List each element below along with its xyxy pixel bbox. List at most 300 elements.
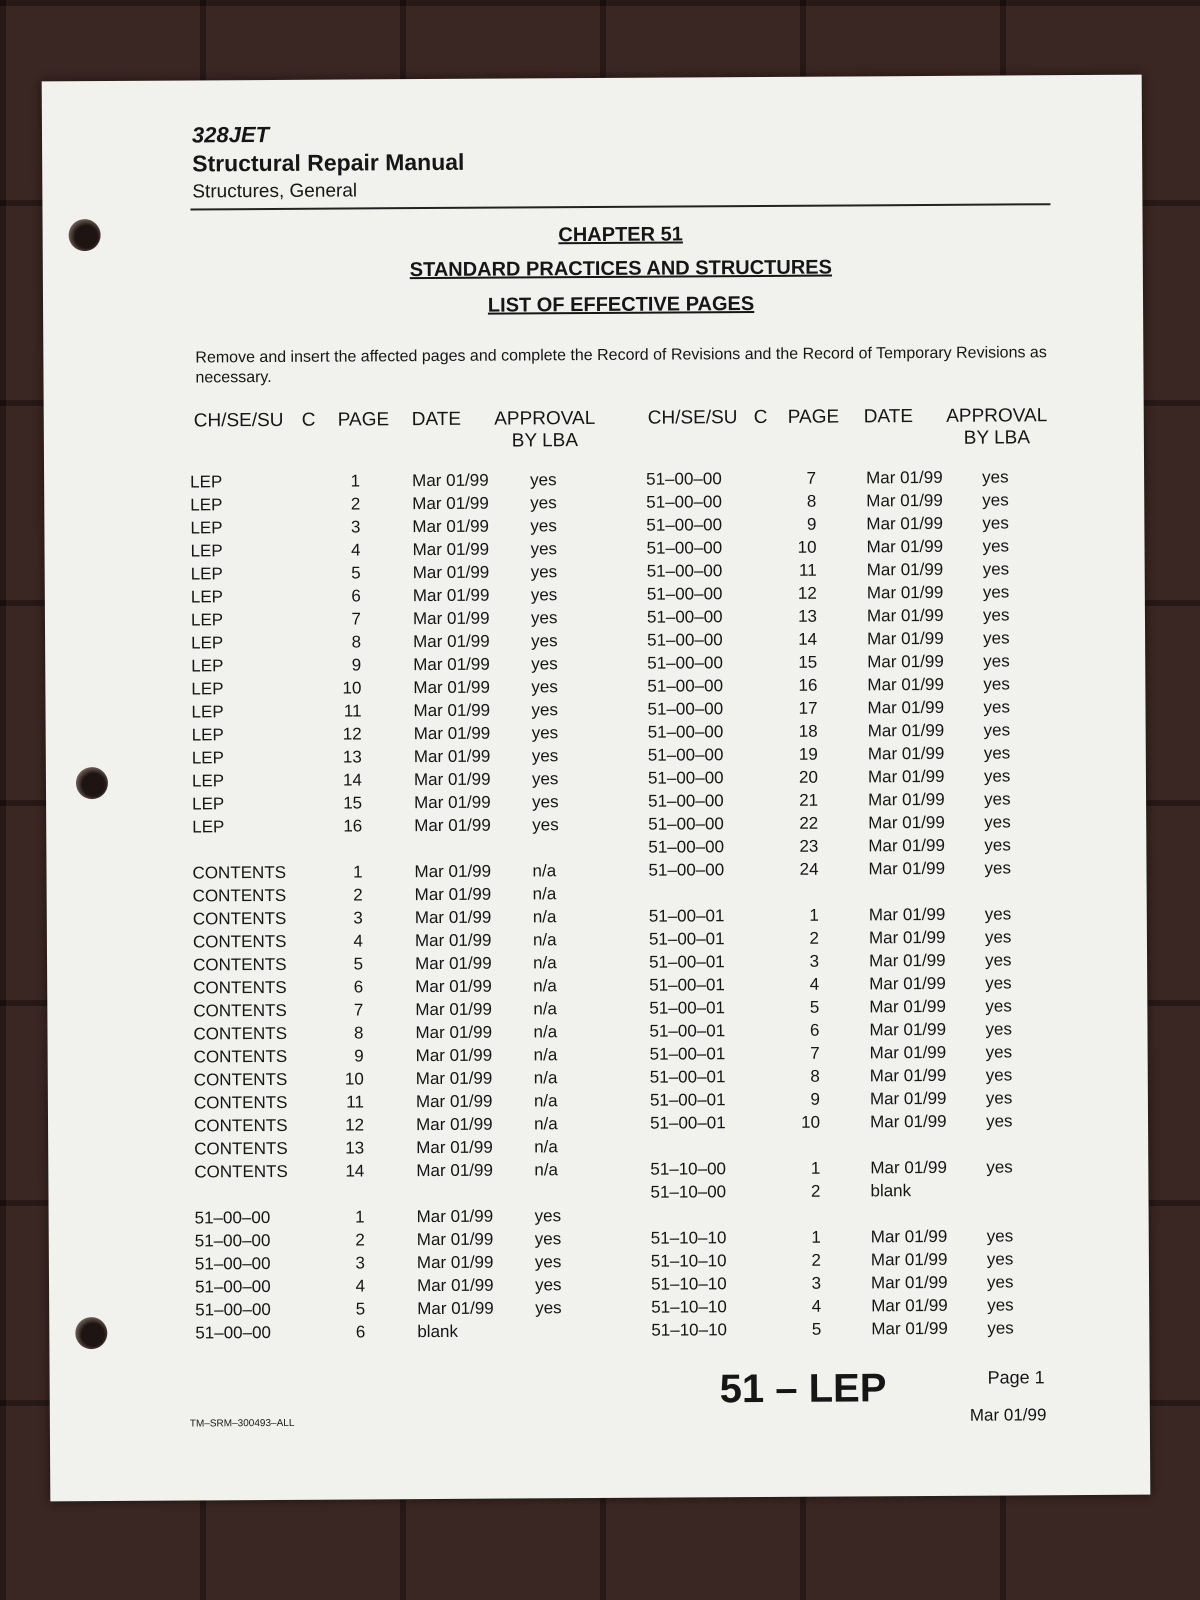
page-cell: 1: [809, 905, 819, 925]
approval-cell: yes: [983, 766, 1011, 786]
table-row: [651, 1293, 1071, 1319]
approval-cell: yes: [982, 605, 1010, 625]
date-cell: Mar 01/99: [869, 1042, 947, 1063]
section-cell: LEP: [190, 610, 224, 630]
table-row: [191, 675, 611, 701]
table-row: [192, 744, 612, 770]
date-cell: Mar 01/99: [867, 697, 945, 718]
date-cell: Mar 01/99: [415, 1091, 493, 1112]
table-row: [648, 718, 1068, 744]
table-row: [194, 1043, 614, 1069]
approval-cell: yes: [984, 835, 1011, 855]
page-cell: 4: [811, 1296, 822, 1316]
page-cell: 4: [353, 931, 363, 951]
date-cell: Mar 01/99: [416, 1275, 494, 1296]
section-cell: CONTENTS: [194, 1161, 288, 1182]
page-cell: 11: [798, 560, 817, 580]
section-cell: CONTENTS: [192, 931, 287, 952]
section-cell: 51–00–00: [646, 492, 722, 512]
page-cell: 2: [811, 1250, 821, 1270]
table-row: [646, 465, 1066, 491]
page-cell: 16: [798, 675, 818, 695]
approval-cell: yes: [530, 562, 558, 582]
table-row: [648, 764, 1068, 790]
approval-cell: yes: [530, 608, 558, 628]
approval-cell: yes: [984, 812, 1011, 832]
page-cell: 2: [350, 494, 361, 514]
table-row: [650, 1063, 1070, 1089]
table-row: [195, 1227, 615, 1253]
table-row: [191, 606, 611, 632]
table-row: [646, 534, 1066, 560]
approval-cell: n/a: [533, 999, 558, 1019]
approval-cell: yes: [985, 996, 1012, 1016]
table-row: [192, 859, 612, 885]
col-header-ch: CH/SE/SU: [193, 409, 284, 432]
document-code: TM–SRM–300493–ALL: [189, 1417, 295, 1430]
table-row: [190, 514, 610, 540]
page-cell: 7: [351, 609, 362, 629]
section-cell: LEP: [191, 633, 224, 653]
section-cell: 51–00–00: [646, 515, 723, 535]
approval-cell: yes: [530, 539, 558, 559]
page-cell: 12: [342, 724, 362, 744]
table-row: [194, 1158, 614, 1184]
date-cell: Mar 01/99: [868, 835, 945, 856]
approval-cell: yes: [985, 1019, 1013, 1039]
section-cell: 51–10–10: [650, 1228, 727, 1248]
date-cell: Mar 01/99: [870, 1157, 947, 1178]
table-row: [193, 1020, 613, 1046]
approval-cell: yes: [982, 559, 1010, 579]
table-row: [647, 672, 1067, 698]
table-row: [195, 1204, 615, 1230]
date-cell: Mar 01/99: [869, 996, 946, 1017]
table-row: [191, 698, 611, 724]
section-cell: 51–00–00: [646, 538, 723, 558]
section-cell: 51–10–00: [650, 1182, 727, 1202]
table-row: [194, 1066, 614, 1092]
page-cell: 2: [353, 885, 363, 905]
date-cell: Mar 01/99: [414, 884, 492, 905]
table-row: [193, 974, 613, 1000]
page-cell: 22: [799, 813, 819, 833]
date-cell: Mar 01/99: [869, 950, 946, 971]
date-cell: Mar 01/99: [866, 513, 943, 534]
date-cell: Mar 01/99: [868, 904, 946, 925]
page-cell: 8: [806, 491, 817, 511]
table-row: [647, 557, 1067, 583]
table-row: [649, 1017, 1069, 1043]
page-cell: 3: [355, 1253, 365, 1273]
section-cell: 51–00–00: [647, 676, 724, 696]
approval-cell: n/a: [533, 1022, 558, 1042]
section-cell: 51–00–01: [649, 1021, 726, 1041]
date-cell: Mar 01/99: [870, 1249, 948, 1270]
page-cell: 5: [811, 1319, 822, 1339]
date-cell: Mar 01/99: [867, 628, 944, 649]
date-cell: Mar 01/99: [416, 1206, 494, 1227]
table-row: [649, 925, 1069, 951]
section-cell: 51–00–01: [649, 1067, 726, 1087]
page-cell: 4: [809, 974, 820, 994]
section-cell: 51–00–00: [647, 745, 724, 765]
table-row: [647, 580, 1067, 606]
table-row: [651, 1316, 1071, 1342]
approval-cell: yes: [985, 1111, 1013, 1131]
approval-cell: yes: [986, 1249, 1014, 1269]
date-cell: blank: [417, 1321, 459, 1342]
section-cell: 51–10–10: [650, 1251, 727, 1271]
section-cell: CONTENTS: [194, 1138, 288, 1159]
date-cell: Mar 01/99: [416, 1252, 494, 1273]
approval-cell: yes: [983, 720, 1011, 740]
date-cell: Mar 01/99: [415, 953, 492, 974]
page-cell: 2: [355, 1230, 365, 1250]
section-cell: 51–00–01: [649, 1113, 726, 1133]
section-cell: 51–00–01: [648, 929, 725, 949]
page-cell: 1: [355, 1207, 365, 1227]
page-cell: 1: [352, 862, 363, 882]
section-cell: LEP: [191, 725, 224, 745]
page-cell: 3: [809, 951, 820, 971]
date-cell: Mar 01/99: [870, 1226, 948, 1247]
section-cell: CONTENTS: [193, 1000, 287, 1021]
approval-cell: yes: [535, 1298, 562, 1318]
revision-date: Mar 01/99: [969, 1405, 1047, 1425]
page-cell: 5: [355, 1299, 366, 1319]
table-row: [650, 1086, 1070, 1112]
approval-cell: n/a: [533, 976, 557, 996]
table-row: [195, 1319, 615, 1345]
date-cell: Mar 01/99: [871, 1318, 948, 1339]
page-cell: 10: [801, 1112, 821, 1132]
date-cell: Mar 01/99: [416, 1137, 493, 1158]
approval-cell: yes: [984, 858, 1012, 878]
page-cell: 10: [344, 1069, 364, 1089]
approval-cell: yes: [530, 470, 557, 490]
table-row: [190, 537, 610, 563]
section-cell: CONTENTS: [193, 1069, 288, 1090]
section-cell: LEP: [192, 794, 225, 814]
approval-cell: yes: [987, 1295, 1014, 1315]
approval-cell: yes: [983, 651, 1010, 671]
manual-title: Structural Repair Manual: [192, 148, 465, 177]
page-cell: 5: [351, 563, 361, 583]
table-row: [191, 652, 611, 678]
date-cell: Mar 01/99: [871, 1295, 948, 1316]
section-cell: 51–00–00: [194, 1230, 271, 1251]
approval-cell: yes: [531, 677, 558, 697]
section-cell: CONTENTS: [193, 1092, 288, 1113]
date-cell: Mar 01/99: [869, 1111, 947, 1132]
section-cell: LEP: [190, 564, 223, 584]
section-cell: 51–00–00: [647, 722, 724, 742]
approval-cell: n/a: [533, 1068, 558, 1088]
section-cell: CONTENTS: [192, 908, 287, 929]
page-cell: 18: [798, 721, 818, 741]
date-cell: Mar 01/99: [867, 651, 944, 672]
date-cell: Mar 01/99: [417, 1298, 494, 1319]
page-cell: 11: [346, 1092, 364, 1112]
approval-cell: yes: [987, 1318, 1014, 1338]
table-row: [646, 511, 1066, 537]
section-cell: LEP: [192, 817, 225, 837]
date-cell: Mar 01/99: [414, 792, 491, 813]
approval-cell: n/a: [533, 1114, 558, 1134]
col-header-page-right: PAGE: [787, 406, 840, 428]
date-cell: Mar 01/99: [866, 582, 944, 603]
table-row: [190, 468, 610, 494]
table-row: [648, 787, 1068, 813]
section-cell: CONTENTS: [192, 862, 287, 883]
approval-cell: yes: [985, 1088, 1013, 1108]
date-cell: Mar 01/99: [867, 674, 944, 695]
approval-cell: yes: [986, 1272, 1014, 1292]
section-cell: LEP: [190, 518, 223, 538]
table-row: [191, 629, 611, 655]
page-cell: 12: [345, 1115, 365, 1135]
table-row: [649, 971, 1069, 997]
table-row: [649, 948, 1069, 974]
page-cell: 2: [810, 1181, 821, 1201]
table-row: [651, 1247, 1071, 1273]
punch-hole: [75, 1317, 107, 1349]
date-cell: Mar 01/99: [866, 467, 943, 488]
table-row: [192, 813, 612, 839]
section-cell: 51–00–01: [649, 1044, 726, 1064]
approval-cell: n/a: [534, 1160, 559, 1180]
section-cell: LEP: [191, 679, 224, 699]
table-row: [648, 810, 1068, 836]
section-cell: 51–00–00: [648, 814, 724, 834]
table-row: [649, 994, 1069, 1020]
date-cell: Mar 01/99: [870, 1272, 948, 1293]
approval-cell: n/a: [533, 1045, 558, 1065]
approval-cell: yes: [985, 950, 1012, 970]
date-cell: Mar 01/99: [414, 930, 492, 951]
page-cell: 3: [811, 1273, 822, 1293]
date-cell: Mar 01/99: [866, 559, 944, 580]
table-row: [194, 1135, 614, 1161]
approval-cell: yes: [985, 973, 1012, 993]
date-cell: Mar 01/99: [412, 470, 489, 491]
table-row: [195, 1273, 615, 1299]
date-cell: Mar 01/99: [868, 927, 946, 948]
page-cell: 9: [810, 1089, 820, 1109]
section-cell: 51–00–00: [647, 630, 723, 650]
page-cell: 13: [342, 747, 362, 767]
col-header-c: C: [301, 409, 316, 431]
section-cell: 51–00–00: [646, 607, 723, 627]
date-cell: Mar 01/99: [412, 585, 490, 606]
section-cell: 51–00–00: [648, 791, 724, 811]
page-cell: 7: [806, 468, 817, 488]
date-cell: Mar 01/99: [415, 976, 492, 997]
list-title: LIST OF EFFECTIVE PAGES: [487, 293, 755, 317]
table-row: [647, 695, 1067, 721]
page-cell: 6: [353, 977, 364, 997]
page-cell: 24: [799, 859, 819, 879]
approval-cell: yes: [532, 815, 559, 835]
date-cell: Mar 01/99: [416, 1160, 493, 1181]
page-cell: 10: [797, 537, 817, 557]
approval-cell: yes: [984, 927, 1012, 947]
section-cell: 51–00–00: [194, 1253, 271, 1274]
page-cell: 1: [810, 1158, 821, 1178]
table-row: [194, 1089, 614, 1115]
page-cell: 11: [343, 701, 362, 721]
table-row: [192, 790, 612, 816]
date-cell: Mar 01/99: [412, 608, 490, 629]
col-header-c-right: C: [753, 406, 768, 429]
table-row: [192, 767, 612, 793]
page-cell: 8: [353, 1023, 364, 1043]
chapter-identifier: 51 – LEP: [719, 1366, 887, 1412]
page-cell: 3: [353, 908, 363, 928]
page-cell: 13: [797, 606, 818, 626]
approval-cell: yes: [531, 723, 559, 743]
table-row: [193, 951, 613, 977]
approval-cell: yes: [534, 1229, 562, 1249]
page-cell: 9: [351, 655, 362, 675]
date-cell: Mar 01/99: [412, 539, 490, 560]
page-cell: 20: [798, 767, 818, 787]
date-cell: Mar 01/99: [866, 605, 944, 626]
approval-cell: yes: [983, 743, 1011, 763]
date-cell: blank: [870, 1181, 912, 1201]
date-cell: Mar 01/99: [413, 677, 490, 698]
approval-cell: yes: [534, 1252, 562, 1272]
approval-cell: yes: [984, 789, 1011, 809]
page-cell: 2: [809, 928, 819, 948]
table-row: [194, 1112, 614, 1138]
page-cell: 19: [798, 744, 818, 764]
date-cell: Mar 01/99: [869, 1088, 947, 1109]
page-cell: 6: [809, 1020, 820, 1040]
instructions-text: Remove and insert the affected pages and complete the Record of Revisions and the Record of Temporary Revisions as necessary.: [195, 344, 1047, 387]
table-row: [650, 1109, 1070, 1135]
date-cell: Mar 01/99: [414, 815, 491, 836]
document-page: [42, 75, 1151, 1502]
approval-cell: yes: [531, 700, 559, 720]
approval-cell: yes: [986, 1226, 1014, 1246]
section-cell: 51–00–01: [649, 952, 725, 972]
section-cell: LEP: [190, 587, 224, 607]
approval-cell: yes: [531, 746, 559, 766]
approval-cell: yes: [982, 536, 1010, 556]
section-cell: 51–00–00: [646, 469, 722, 489]
table-row: [651, 1224, 1071, 1250]
approval-cell: n/a: [532, 861, 557, 881]
page-number: Page 1: [987, 1367, 1045, 1388]
page-cell: 15: [343, 793, 363, 813]
table-row: [647, 649, 1067, 675]
section-cell: 51–00–00: [646, 561, 723, 581]
page-cell: 16: [343, 816, 363, 836]
date-cell: Mar 01/99: [412, 493, 489, 514]
date-cell: Mar 01/99: [866, 536, 944, 557]
section-cell: 51–00–01: [649, 1090, 726, 1110]
approval-cell: n/a: [532, 907, 557, 927]
page-cell: 6: [355, 1322, 366, 1342]
date-cell: Mar 01/99: [868, 812, 945, 833]
page-cell: 15: [798, 652, 818, 672]
approval-cell: yes: [985, 1042, 1013, 1062]
col-header-page: PAGE: [337, 409, 390, 431]
approval-cell: yes: [982, 490, 1009, 510]
subject-title: STANDARD PRACTICES AND STRUCTURES: [409, 256, 833, 282]
table-row: [650, 1155, 1070, 1181]
approval-line2: BY LBA: [511, 430, 579, 452]
table-row: [650, 1040, 1070, 1066]
section-cell: 51–00–00: [648, 837, 725, 857]
date-cell: Mar 01/99: [413, 723, 491, 744]
date-cell: Mar 01/99: [414, 907, 492, 928]
approval-cell: yes: [530, 516, 557, 536]
table-row: [193, 928, 613, 954]
section-cell: 51–00–00: [648, 860, 725, 880]
approval-cell: yes: [982, 582, 1010, 602]
approval-cell: n/a: [534, 1137, 558, 1157]
date-cell: Mar 01/99: [415, 1114, 493, 1135]
page-cell: 7: [810, 1043, 820, 1063]
col-header-ch-right: CH/SE/SU: [647, 407, 738, 429]
section-cell: 51–00–00: [195, 1299, 271, 1320]
table-row: [651, 1270, 1071, 1296]
section-cell: 51–00–00: [647, 653, 723, 673]
section-title: Structures, General: [192, 180, 358, 203]
date-cell: Mar 01/99: [416, 1229, 494, 1250]
col-header-approval-right: [940, 405, 1054, 450]
page-cell: 12: [797, 583, 817, 603]
table-row: [190, 491, 610, 517]
date-cell: Mar 01/99: [412, 516, 490, 537]
date-cell: Mar 01/99: [413, 769, 491, 790]
date-cell: Mar 01/99: [868, 858, 946, 879]
page-cell: 14: [345, 1161, 365, 1181]
section-cell: CONTENTS: [193, 977, 287, 998]
section-cell: LEP: [190, 472, 223, 492]
date-cell: Mar 01/99: [867, 766, 945, 787]
date-cell: Mar 01/99: [413, 654, 490, 675]
col-header-date-right: DATE: [863, 406, 914, 428]
approval-cell: yes: [984, 904, 1012, 924]
date-cell: Mar 01/99: [414, 861, 492, 882]
approval-cell: yes: [982, 467, 1009, 487]
date-cell: Mar 01/99: [415, 1045, 493, 1066]
approval-cell: yes: [986, 1157, 1013, 1177]
section-cell: 51–00–01: [648, 906, 725, 926]
section-cell: CONTENTS: [193, 1115, 288, 1136]
date-cell: Mar 01/99: [868, 789, 945, 810]
date-cell: Mar 01/99: [866, 490, 943, 511]
table-row: [191, 583, 611, 609]
section-cell: LEP: [191, 702, 224, 722]
punch-hole: [76, 767, 108, 799]
approval-cell: yes: [531, 654, 558, 674]
section-cell: CONTENTS: [193, 954, 287, 975]
table-row: [647, 603, 1067, 629]
section-cell: LEP: [191, 748, 225, 768]
page-cell: 8: [351, 632, 362, 652]
chapter-title: CHAPTER 51: [558, 223, 683, 247]
page-cell: 1: [811, 1227, 821, 1247]
section-cell: 51–00–00: [194, 1276, 271, 1297]
page-cell: 10: [342, 678, 362, 698]
page-cell: 6: [351, 586, 361, 606]
approval-cell: yes: [531, 631, 558, 651]
